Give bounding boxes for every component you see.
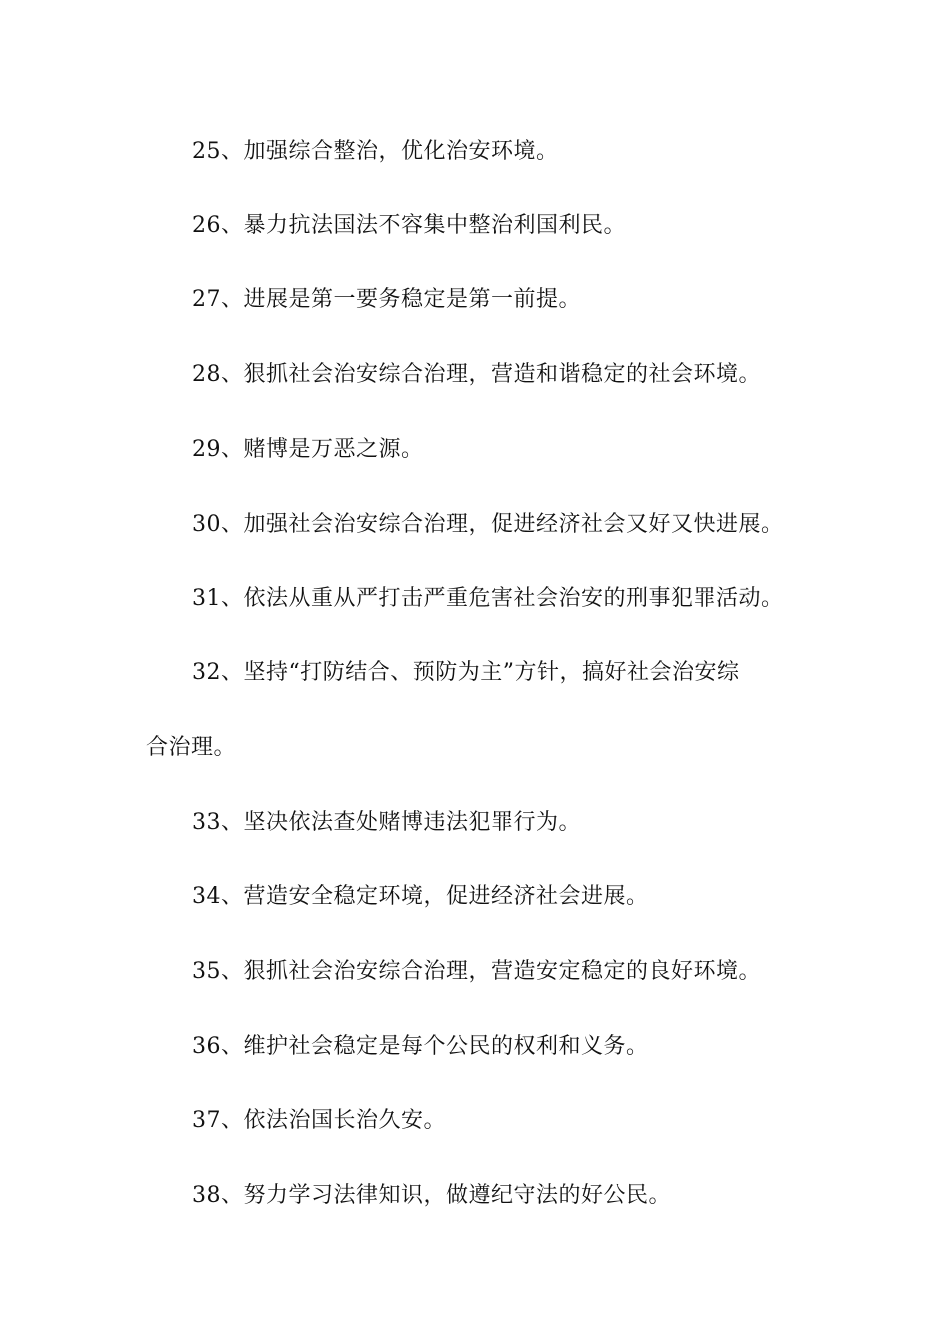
list-item: [146, 584, 816, 614]
list-item: [146, 285, 816, 315]
item-text: 33、坚决依法查处赌博违法犯罪行为。: [192, 810, 581, 835]
list-item: [146, 435, 816, 465]
list-item: [146, 957, 816, 987]
list-item: [146, 360, 816, 390]
list-item: [146, 882, 816, 912]
item-text: 31、依法从重从严打击严重危害社会治安的刑事犯罪活动。: [192, 586, 784, 611]
item-text: 36、维护社会稳定是每个公民的权利和义务。: [192, 1034, 649, 1059]
list-item: [146, 1181, 816, 1211]
list-item: [146, 658, 816, 688]
item-text: 34、营造安全稳定环境，促进经济社会进展。: [192, 884, 649, 909]
item-text: 26、暴力抗法国法不容集中整治利国利民。: [192, 213, 626, 238]
list-item: [146, 137, 816, 167]
item-text: 30、加强社会治安综合治理，促进经济社会又好又快进展。: [192, 512, 784, 537]
item-text: 37、依法治国长治久安。: [192, 1108, 446, 1133]
list-item: [146, 808, 816, 838]
item-text: 25、加强综合整治，优化治安环境。: [192, 139, 559, 164]
list-item: [146, 211, 816, 241]
item-text: 38、努力学习法律知识，做遵纪守法的好公民。: [192, 1183, 671, 1208]
list-item: [146, 1032, 816, 1062]
item-text: 32、坚持“打防结合、预防为主”方针，搞好社会治安综: [192, 660, 740, 685]
item-text: 35、狠抓社会治安综合治理，营造安定稳定的良好环境。: [192, 959, 761, 984]
item-text: 29、赌博是万恶之源。: [192, 437, 424, 462]
item-text: 27、进展是第一要务稳定是第一前提。: [192, 287, 581, 312]
list-item-continuation: 合治理。: [146, 735, 237, 760]
item-text: 28、狠抓社会治安综合治理，营造和谐稳定的社会环境。: [192, 362, 761, 387]
list-item: [146, 510, 816, 540]
list-item: [146, 1106, 816, 1136]
